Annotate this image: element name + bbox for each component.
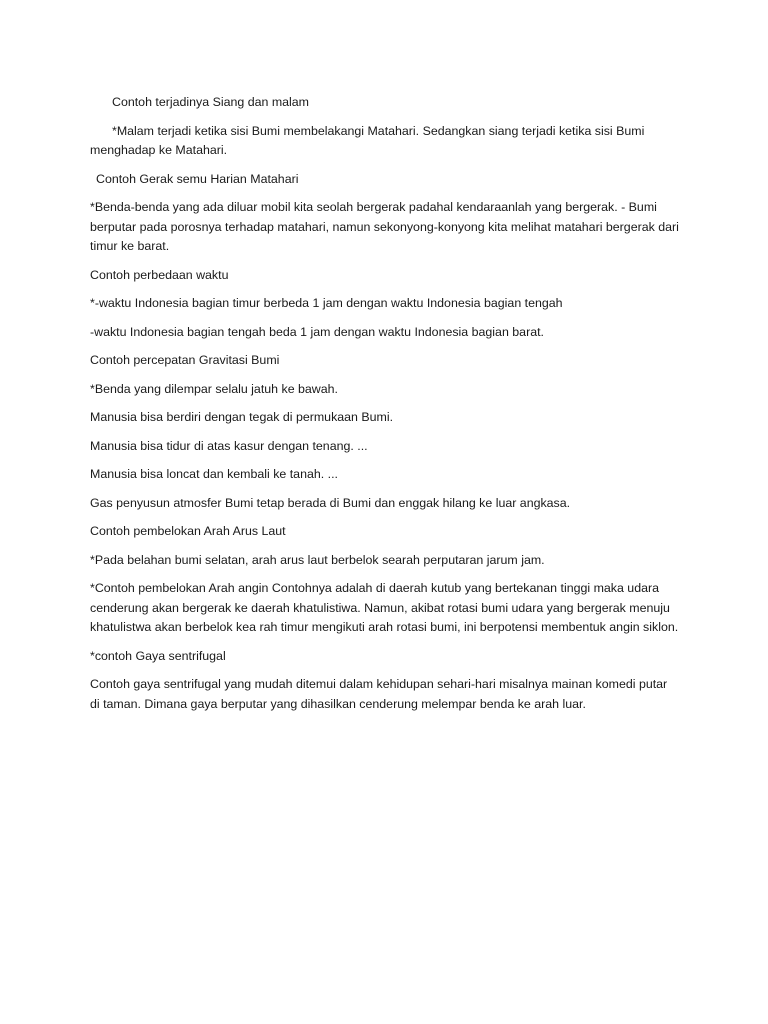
paragraph-gravitasi-3: Manusia bisa tidur di atas kasur dengan tenang. ... <box>90 438 368 453</box>
paragraph-waktu-tengah: -waktu Indonesia bagian tengah beda 1 jam dengan waktu Indonesia bagian barat. <box>90 324 544 339</box>
heading-sentrifugal: *contoh Gaya sentrifugal <box>90 648 226 663</box>
heading-arus-laut: Contoh pembelokan Arah Arus Laut <box>90 524 286 538</box>
paragraph-gravitasi-4: Manusia bisa loncat dan kembali ke tanah. ... <box>90 467 338 481</box>
paragraph-sentrifugal: Contoh gaya sentrifugal yang mudah ditemui dalam kehidupan sehari-hari misalnya mainan komedi putar di taman. Dimana gaya berputar yang dihasilkan cenderung melempar benda ke arah luar. <box>90 677 668 711</box>
paragraph-gravitasi-1: *Benda yang dilempar selalu jatuh ke bawah. <box>90 381 338 396</box>
heading-siang-malam: Contoh terjadinya Siang dan malam <box>112 95 309 109</box>
paragraph-waktu-timur: *-waktu Indonesia bagian timur berbeda 1 jam dengan waktu Indonesia bagian tengah <box>90 296 563 310</box>
heading-perbedaan-waktu: Contoh perbedaan waktu <box>90 267 229 282</box>
paragraph-gerak-semu: *Benda-benda yang ada diluar mobil kita seolah bergerak padahal kendaraanlah yang bergerak. - Bumi berputar pada porosnya terhadap matahari, namun sekonyong-konyong kita melihat matahari bergerak dari timur ke barat. <box>90 200 679 253</box>
heading-gerak-semu: Contoh Gerak semu Harian Matahari <box>96 171 299 186</box>
document-page <box>90 93 680 723</box>
heading-gravitasi: Contoh percepatan Gravitasi Bumi <box>90 353 280 367</box>
paragraph-gravitasi-5: Gas penyusun atmosfer Bumi tetap berada di Bumi dan enggak hilang ke luar angkasa. <box>90 495 571 510</box>
paragraph-arus-laut: *Pada belahan bumi selatan, arah arus laut berbelok searah perputaran jarum jam. <box>90 552 545 567</box>
paragraph-arah-angin: *Contoh pembelokan Arah angin Contohnya adalah di daerah kutub yang bertekanan tinggi maka udara cenderung akan bergerak ke daerah khatulistiwa. Namun, akibat rotasi bumi udara yang bergerak menuju khatulistwa akan berbelok kea rah timur mengikuti arah rotasi bumi, ini berpotensi membentuk angin siklon. <box>90 581 679 634</box>
paragraph-siang-malam: *Malam terjadi ketika sisi Bumi membelakangi Matahari. Sedangkan siang terjadi ketika sisi Bumi menghadap ke Matahari. <box>90 123 645 157</box>
paragraph-gravitasi-2: Manusia bisa berdiri dengan tegak di permukaan Bumi. <box>90 410 394 424</box>
